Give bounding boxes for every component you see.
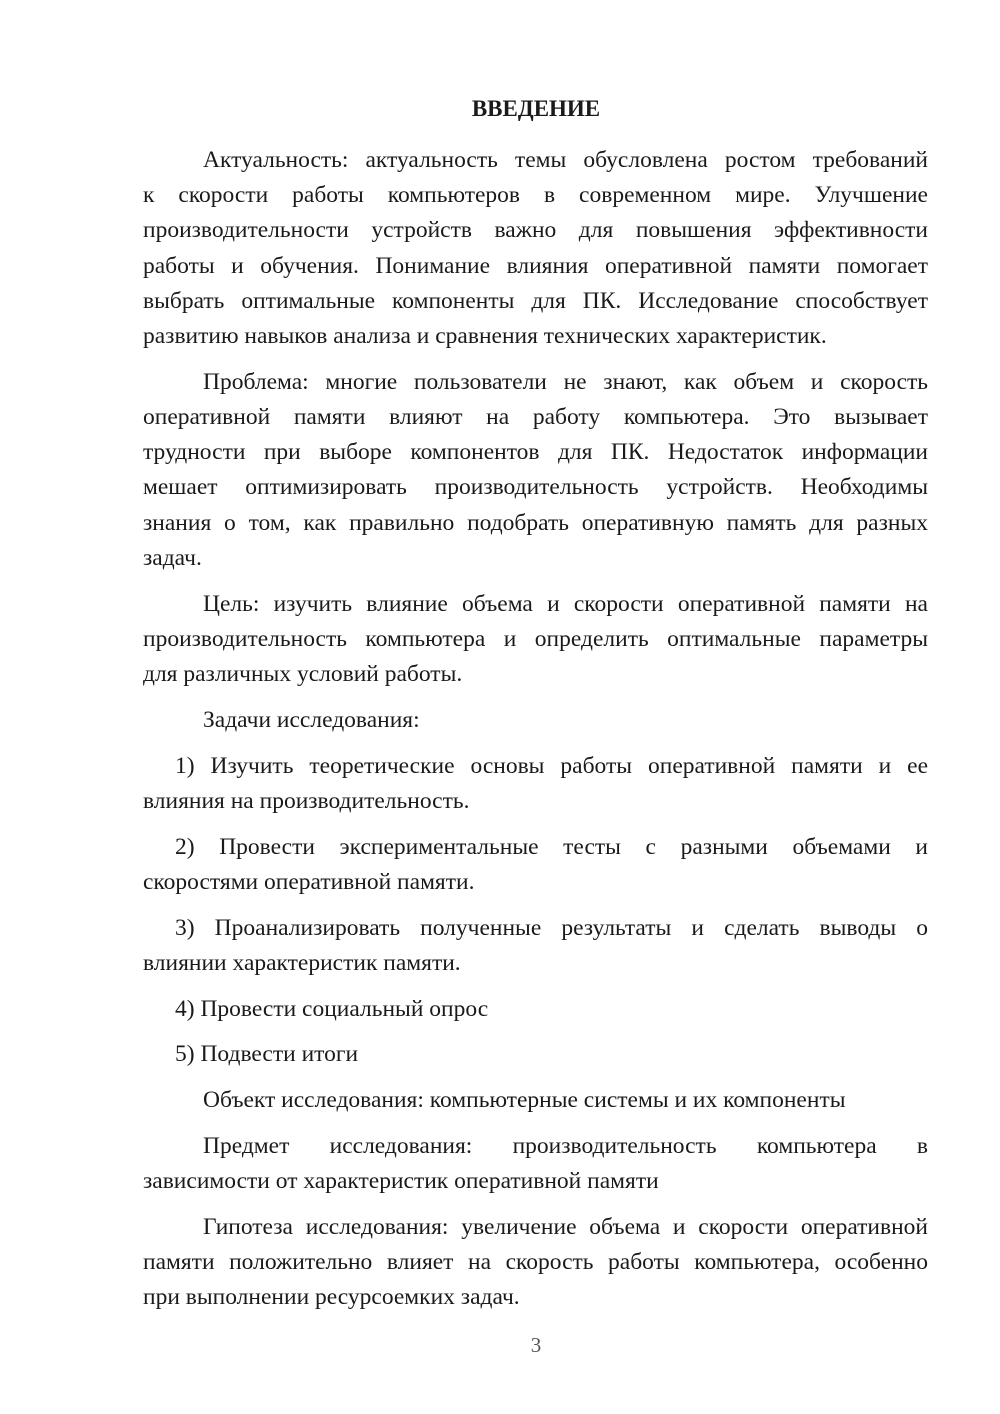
text-line: мешает оптимизировать производительность устройств. Необходимы	[143, 474, 928, 501]
text-line: выбрать оптимальные компоненты для ПК. Исследование способствует	[143, 287, 928, 314]
text-line: Предмет исследования: производительность компьютера в	[203, 1133, 928, 1160]
task-list-item	[143, 749, 928, 819]
text-line: работы и обучения. Понимание влияния оперативной памяти помогает	[143, 252, 928, 279]
text-line: Объект исследования: компьютерные системы и их компоненты	[203, 1087, 846, 1114]
text-line: 5) Подвести итоги	[175, 1041, 359, 1068]
paragraph	[143, 365, 928, 576]
text-line: 3) Проанализировать полученные результаты и сделать выводы о	[175, 914, 928, 941]
text-line: влиянии характеристик памяти.	[143, 949, 461, 976]
text-line: при выполнении ресурсоемких задач.	[143, 1284, 520, 1311]
text-line: 1) Изучить теоретические основы работы оперативной памяти и ее	[175, 752, 928, 779]
text-line: зависимости от характеристик оперативной памяти	[143, 1168, 659, 1195]
text-line: оперативной памяти влияют на работу компьютера. Это вызывает	[143, 404, 928, 431]
task-list-item	[143, 911, 928, 981]
text-line: Проблема: многие пользователи не знают, как объем и скорость	[203, 368, 928, 395]
paragraph	[143, 1129, 928, 1199]
text-line: Актуальность: актуальность темы обусловлена ростом требований	[203, 147, 928, 173]
task-list-item	[143, 1037, 928, 1072]
paragraph	[143, 143, 928, 354]
text-line: развитию навыков анализа и сравнения технических характеристик.	[143, 323, 827, 350]
text-line: Цель: изучить влияние объема и скорости оперативной памяти на	[203, 590, 928, 617]
text-line: Задачи исследования:	[203, 706, 420, 733]
document-body	[143, 143, 928, 1326]
text-line: знания о том, как правильно подобрать оперативную память для разных	[143, 509, 928, 536]
task-list-item	[143, 992, 928, 1027]
text-line: производительность компьютера и определить оптимальные параметры	[143, 625, 928, 652]
paragraph	[143, 703, 928, 738]
paragraph	[143, 1210, 928, 1316]
text-line: 2) Провести экспериментальные тесты с разными объемами и	[175, 833, 928, 860]
text-line: памяти положительно влияет на скорость работы компьютера, особенно	[143, 1249, 928, 1276]
page-number: 3	[530, 1333, 542, 1357]
text-line: Гипотеза исследования: увеличение объема и скорости оперативной	[203, 1214, 928, 1241]
text-line: задач.	[143, 544, 202, 571]
text-line: трудности при выборе компонентов для ПК. Недостаток информации	[143, 439, 928, 466]
section-title: ВВЕДЕНИЕ	[471, 96, 601, 121]
text-line: влияния на производительность.	[143, 787, 470, 814]
paragraph	[143, 587, 928, 693]
text-line: к скорости работы компьютеров в современном мире. Улучшение	[143, 182, 928, 209]
paragraph	[143, 1083, 928, 1118]
text-line: скоростями оперативной памяти.	[143, 868, 475, 895]
task-list-item	[143, 830, 928, 900]
text-line: производительности устройств важно для повышения эффективности	[143, 217, 928, 244]
text-line: для различных условий работы.	[143, 661, 463, 688]
text-line: 4) Провести социальный опрос	[175, 995, 489, 1022]
